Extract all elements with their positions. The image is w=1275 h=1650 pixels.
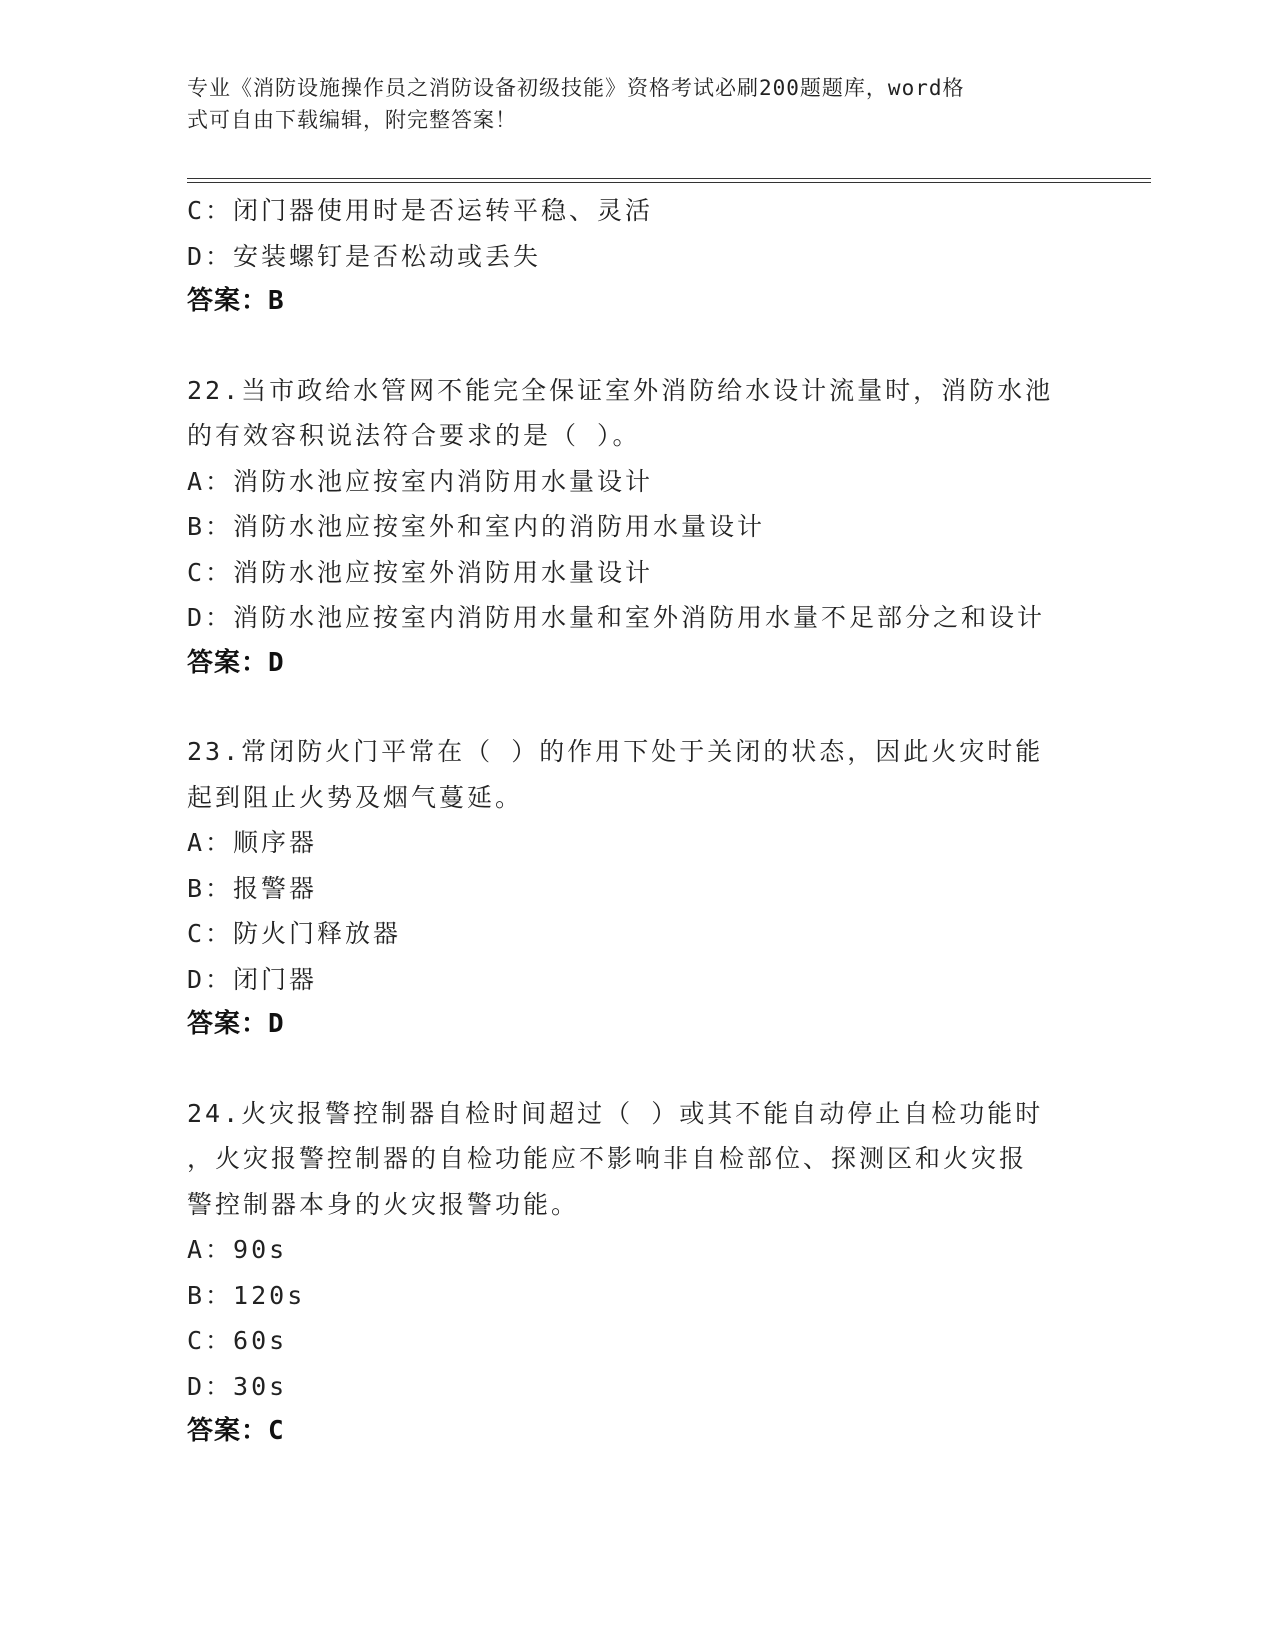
question-24 — [187, 1091, 1087, 1455]
document-body — [187, 188, 1087, 1455]
spacer — [187, 325, 1087, 368]
option-d: D：闭门器 — [187, 964, 318, 994]
option-b: B：报警器 — [187, 873, 318, 903]
question-stem: 的有效容积说法符合要求的是（ ）。 — [187, 421, 641, 450]
option-b: B：120s — [187, 1280, 306, 1310]
option-c: C：防火门释放器 — [187, 919, 402, 948]
question-23 — [187, 729, 1087, 1048]
option-a: A：顺序器 — [187, 828, 318, 857]
answer-line: 答案：C — [187, 1416, 285, 1446]
question-stem: 起到阻止火势及烟气蔓延。 — [187, 782, 524, 812]
option-d: D：安装螺钉是否松动或丢失 — [187, 241, 542, 271]
header-line-1: 专业《消防设施操作员之消防设备初级技能》资格考试必刷200题题库，word格 — [187, 76, 965, 100]
header-divider-bottom — [187, 182, 1151, 183]
question-stem: 24.火灾报警控制器自检时间超过（ ）或其不能自动停止自检功能时 — [187, 1098, 1044, 1128]
option-c: C：消防水池应按室外消防用水量设计 — [187, 557, 654, 587]
question-stem: ，火灾报警控制器的自检功能应不影响非自检部位、探测区和火灾报 — [187, 1144, 1028, 1173]
header-divider-top — [187, 178, 1151, 179]
question-21-continued — [187, 188, 1087, 325]
header-line-2: 式可自由下载编辑，附完整答案！ — [187, 108, 517, 132]
option-a: A：消防水池应按室内消防用水量设计 — [187, 466, 654, 496]
document-header — [187, 72, 1067, 136]
question-stem: 22.当市政给水管网不能完全保证室外消防给水设计流量时，消防水池 — [187, 375, 1054, 405]
spacer — [187, 686, 1087, 729]
question-22 — [187, 368, 1087, 687]
answer-line: 答案：D — [187, 647, 285, 678]
answer-line: 答案：B — [187, 286, 285, 316]
option-d: D：30s — [187, 1371, 288, 1401]
option-a: A：90s — [187, 1235, 288, 1264]
option-d: D：消防水池应按室内消防用水量和室外消防用水量不足部分之和设计 — [187, 603, 1046, 632]
answer-line: 答案：D — [187, 1009, 285, 1039]
option-c: C：60s — [187, 1326, 288, 1355]
option-c: C：闭门器使用时是否运转平稳、灵活 — [187, 196, 654, 225]
question-stem: 23.常闭防火门平常在（ ）的作用下处于关闭的状态，因此火灾时能 — [187, 737, 1044, 766]
option-b: B：消防水池应按室外和室内的消防用水量设计 — [187, 512, 766, 541]
spacer — [187, 1048, 1087, 1091]
question-stem: 警控制器本身的火灾报警功能。 — [187, 1189, 580, 1219]
